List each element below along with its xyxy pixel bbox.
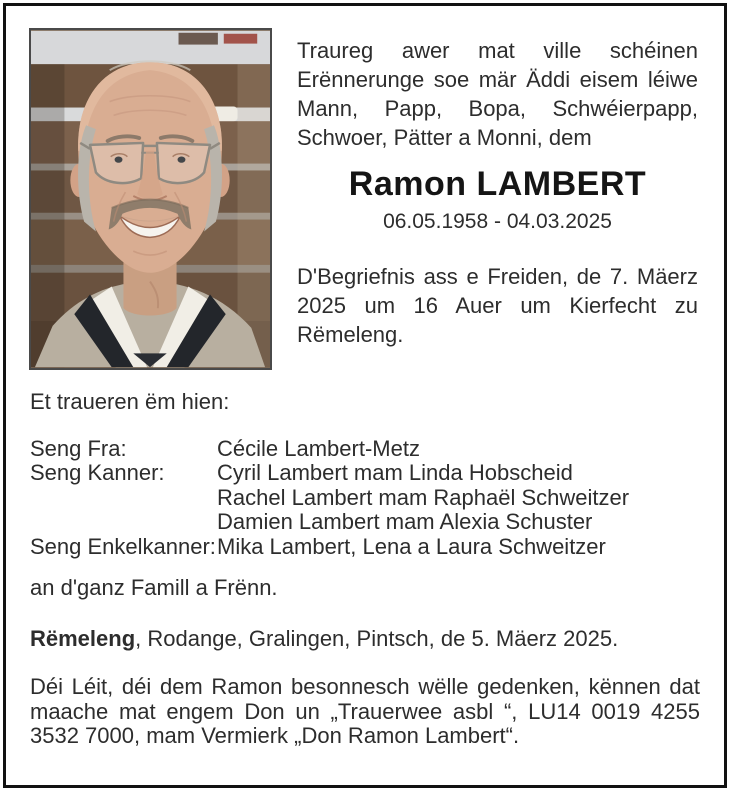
place-rest: , Rodange, Gralingen, Pintsch, de 5. Mäerz 2025. xyxy=(135,625,619,651)
family-value: Damien Lambert mam Alexia Schuster xyxy=(217,509,593,534)
portrait-photo xyxy=(29,28,272,370)
family-label: Seng Enkelkanner: xyxy=(30,533,216,559)
portrait-photo-illustration xyxy=(31,30,270,368)
place-date-line xyxy=(30,627,700,652)
family-value: Mika Lambert, Lena a Laura Schweitzer xyxy=(217,533,606,559)
family-closing: an d'ganz Famill a Frënn. xyxy=(30,575,278,600)
family-row xyxy=(30,437,700,462)
life-dates: 06.05.1958 - 04.03.2025 xyxy=(383,210,612,233)
family-label: Seng Fra: xyxy=(30,435,127,461)
place-name-bold: Rëmeleng xyxy=(30,625,136,651)
mourners-section xyxy=(30,390,700,771)
donation-paragraph: Déi Léit, déi dem Ramon besonnesch wëlle gedenken, kënnen dat maache mat engem Don un „Trauerwee asbl “, LU14 0019 4255 3532 7000, mam Vermierk „Don Ramon Lambert“. xyxy=(30,674,700,748)
family-row xyxy=(30,461,700,486)
family-list xyxy=(30,437,700,560)
deceased-name: Ramon LAMBERT xyxy=(348,165,647,203)
family-row xyxy=(30,535,700,560)
family-row xyxy=(30,510,700,535)
funeral-paragraph: D'Begriefnis ass e Freiden, de 7. Mäerz 2025 um 16 Auer um Kierfecht zu Rëmeleng. xyxy=(297,264,698,347)
mourners-heading: Et traueren ëm hien: xyxy=(30,389,230,414)
right-column xyxy=(297,36,698,349)
family-value: Cécile Lambert-Metz xyxy=(217,435,420,461)
family-label: Seng Kanner: xyxy=(30,460,165,485)
family-value: Cyril Lambert mam Linda Hobscheid xyxy=(217,460,573,485)
family-row xyxy=(30,486,700,511)
intro-paragraph: Traureg awer mat ville schéinen Erënnerunge soe mär Äddi eisem léiwe Mann, Papp, Bopa, Schwéierpapp, Schwoer, Pätter a Monni, dem xyxy=(297,38,698,150)
family-value: Rachel Lambert mam Raphaël Schweitzer xyxy=(217,484,630,510)
